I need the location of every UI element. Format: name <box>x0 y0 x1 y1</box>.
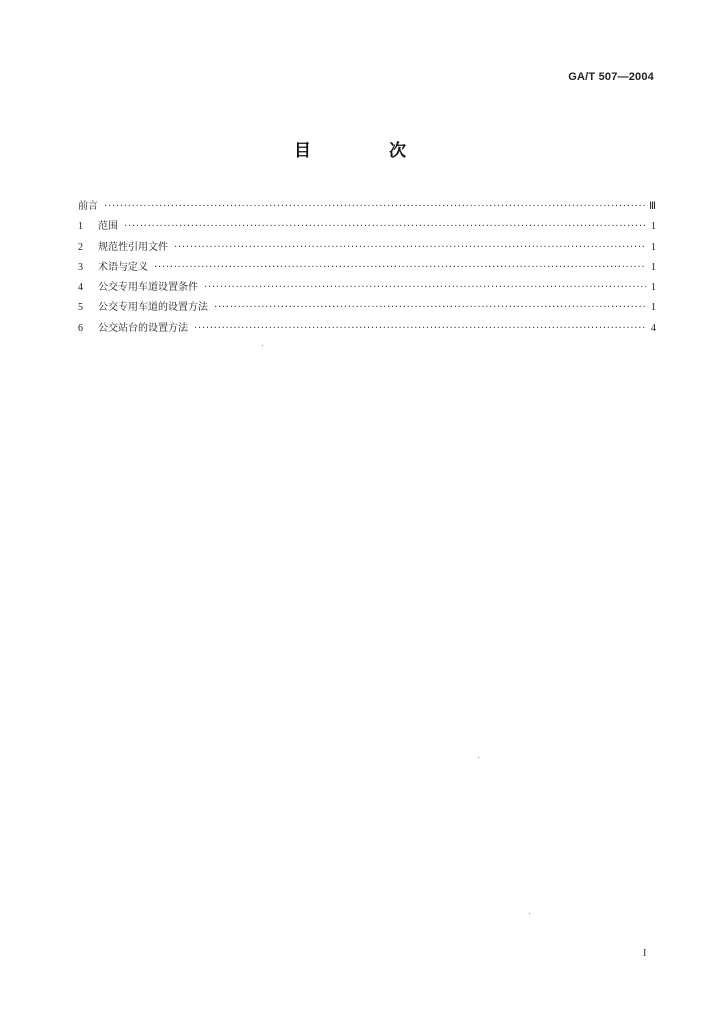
toc-entry-number: 6 <box>78 322 83 334</box>
scan-speck <box>529 913 530 914</box>
scan-speck <box>262 345 263 346</box>
dot-leader <box>174 238 646 258</box>
dot-leader <box>104 197 645 217</box>
toc-entry-number: 5 <box>78 302 83 314</box>
toc-entry-5[interactable] <box>78 298 656 318</box>
toc-entry-page: 1 <box>651 282 656 294</box>
dot-leader <box>214 298 646 318</box>
toc-entry-page: 4 <box>651 322 656 334</box>
toc-entry-page: Ⅲ <box>649 201 656 212</box>
toc-entry-6[interactable] <box>78 319 656 339</box>
toc-entry-label: 公交专用车道设置条件 <box>98 282 198 294</box>
page-title: 目 次 <box>294 141 442 161</box>
table-of-contents <box>78 197 656 339</box>
toc-entry-page: 1 <box>651 241 656 253</box>
scan-speck <box>478 757 479 758</box>
toc-entry-number: 3 <box>78 261 83 273</box>
toc-entry-foreword[interactable] <box>78 197 656 217</box>
toc-entry-label: 术语与定义 <box>98 261 148 273</box>
dot-leader <box>204 278 646 298</box>
toc-entry-2[interactable] <box>78 238 656 258</box>
toc-entry-label: 前言 <box>78 201 98 212</box>
toc-entry-page: 1 <box>651 302 656 314</box>
toc-entry-number: 4 <box>78 282 83 294</box>
toc-entry-page: 1 <box>651 221 656 233</box>
toc-entry-page: 1 <box>651 261 656 273</box>
toc-entry-label: 规范性引用文件 <box>98 241 168 253</box>
dot-leader <box>194 319 646 339</box>
toc-entry-label: 公交专用车道的设置方法 <box>98 302 208 314</box>
toc-entry-number: 2 <box>78 241 83 253</box>
dot-leader <box>124 217 646 237</box>
toc-entry-label: 范围 <box>98 221 118 233</box>
document-code: GA/T 507—2004 <box>568 71 654 83</box>
dot-leader <box>154 258 646 278</box>
toc-entry-3[interactable] <box>78 258 656 278</box>
page-number: I <box>643 948 647 959</box>
toc-entry-number: 1 <box>78 221 83 233</box>
toc-entry-1[interactable] <box>78 217 656 237</box>
toc-entry-label: 公交站台的设置方法 <box>98 322 188 334</box>
toc-entry-4[interactable] <box>78 278 656 298</box>
